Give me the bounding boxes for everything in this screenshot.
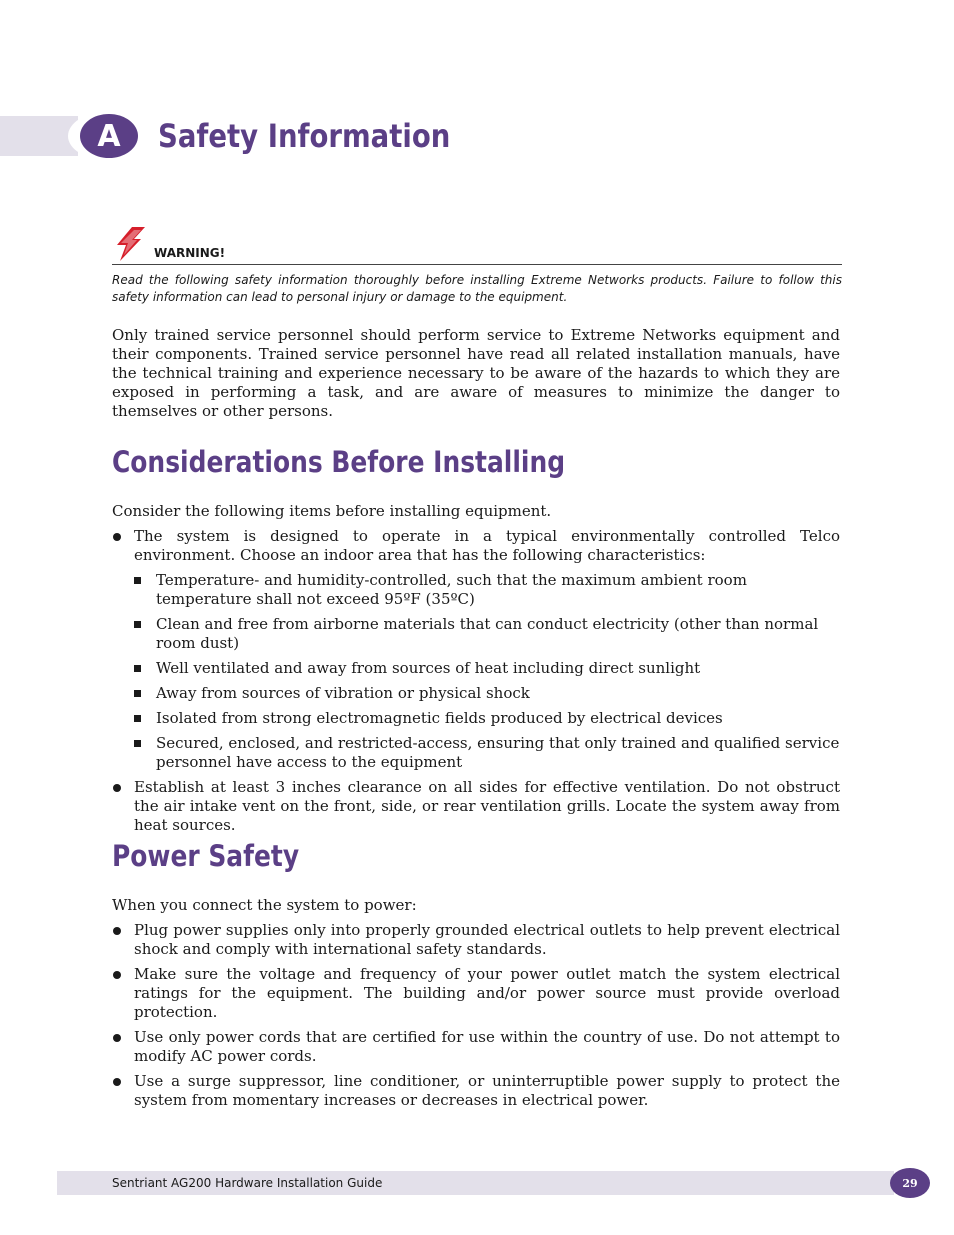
intro-paragraph: Only trained service personnel should perform service to Extreme Networks equipment and their components. Trained service personnel have read all related installation manuals, have the technical training and experience necessary to be aware of the hazards to which they are exposed in performing a task, and are aware of measures to minimize the danger to themselves or other persons. [112,326,840,420]
sublist-item: Isolated from strong electromagnetic fields produced by electrical devices [134,709,840,728]
warning-header [112,226,842,265]
sublist-item: Secured, enclosed, and restricted-access, ensuring that only trained and qualified service personnel have access to the equipment [134,734,840,772]
sublist-item: Away from sources of vibration or physical shock [134,684,840,703]
considerations-list [112,527,840,841]
list-item: Make sure the voltage and frequency of your power outlet match the system electrical ratings for the equipment. The building and/or power source must provide overload protection. [112,965,840,1022]
power-lead: When you connect the system to power: [112,896,417,914]
sublist-item: Temperature- and humidity-controlled, such that the maximum ambient room temperature shall not exceed 95ºF (35ºC) [134,571,840,609]
sublist-item: Well ventilated and away from sources of heat including direct sunlight [134,659,840,678]
footer-doc-title: Sentriant AG200 Hardware Installation Guide [112,1176,383,1190]
warning-text: Read the following safety information thoroughly before installing Extreme Networks products. Failure to follow this safety information can lead to personal injury or damage to the equipment. [112,273,842,304]
considerations-heading: Considerations Before Installing [112,445,566,479]
page-number: 29 [890,1168,930,1198]
warning-label: WARNING! [154,246,226,260]
power-safety-heading: Power Safety [112,839,300,873]
warning-block [112,226,842,306]
chapter-letter: A [80,114,138,158]
list-item-text: The system is designed to operate in a typical environmentally controlled Telco environment. Choose an indoor area that has the following characteristics: [134,527,840,564]
characteristics-sublist [134,571,840,772]
lightning-bolt-warning-icon [112,226,148,262]
list-item: Use a surge suppressor, line conditioner, or uninterruptible power supply to protect the system from momentary increases or decreases in electrical power. [112,1072,840,1110]
considerations-lead: Consider the following items before installing equipment. [112,502,552,520]
chapter-band [0,116,78,156]
chapter-title: Safety Information [158,117,451,155]
list-item: Plug power supplies only into properly grounded electrical outlets to help prevent electrical shock and comply with international safety standards. [112,921,840,959]
list-item: Establish at least 3 inches clearance on all sides for effective ventilation. Do not obstruct the air intake vent on the front, side, or rear ventilation grills. Locate the system away from heat sources. [112,778,840,835]
list-item [112,527,840,772]
power-list [112,921,840,1116]
list-item: Use only power cords that are certified for use within the country of use. Do not attempt to modify AC power cords. [112,1028,840,1066]
sublist-item: Clean and free from airborne materials that can conduct electricity (other than normal room dust) [134,615,840,653]
